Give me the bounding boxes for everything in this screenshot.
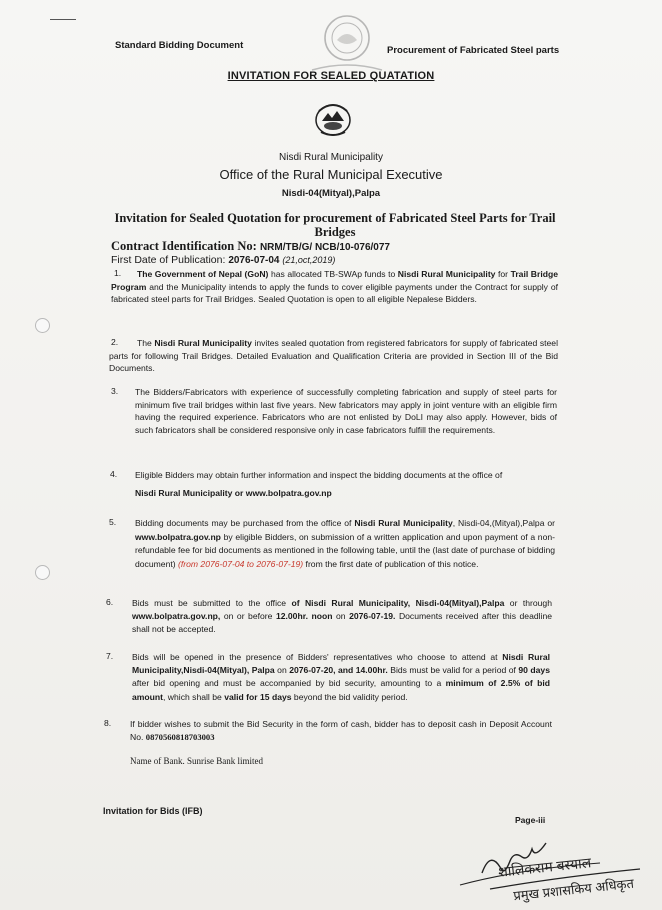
notice-title: Invitation for Sealed Quotation for procurement of Fabricated Steel Parts for Trail Bridges — [114, 211, 556, 239]
footer-left: Invitation for Bids (IFB) — [103, 806, 203, 816]
p7-bold-f: 90 days — [518, 665, 550, 676]
p1-text-d: for — [495, 269, 511, 279]
first-date-english: (21,oct,2019) — [282, 255, 336, 265]
bank-name: Name of Bank. Sunrise Bank limited — [130, 756, 263, 766]
p5-bold-d: www.bolpatra.gov.np — [135, 531, 221, 542]
paragraph-1 — [111, 268, 558, 306]
p6-bold-h: 2076-07-19. — [349, 611, 396, 622]
para-6-number: 6. — [106, 597, 114, 607]
binder-hole-bottom — [35, 565, 50, 580]
paragraph-2 — [109, 337, 558, 375]
p5-text-g: from the first date of publication of this notice. — [303, 558, 479, 569]
p7-bold-h: minimum of 2.5% of bid amount — [132, 678, 550, 702]
p6-text-i: Documents received after this deadline shall not be accepted. — [132, 611, 553, 635]
binder-hole-top — [35, 318, 50, 333]
p7-bold-j: valid for 15 days — [224, 691, 292, 702]
paragraph-4 — [135, 469, 557, 504]
header-left: Standard Bidding Document — [115, 40, 244, 51]
signatory-title: प्रमुख प्रशासकिय अधिकृत — [512, 875, 635, 904]
first-date-label: First Date of Publication: — [111, 254, 229, 266]
p6-text-e: on or before — [220, 611, 276, 622]
p6-bold-d: www.bolpatra.gov.np, — [132, 611, 221, 622]
first-date-value: 2076-07-04 — [228, 255, 280, 266]
para-7-number: 7. — [106, 651, 114, 661]
p5-text-e: by eligible Bidders, on submission of a written application and upon payment of a non-refundable fee for bid documents as mentioned in the following table, until the (last date of purchase of bidding document) — [135, 531, 555, 569]
p7-text-g: after bid opening and must be accompanied by bid security, amounting to a — [132, 678, 446, 689]
p4-bold-b: Nisdi Rural Municipality or www.bolpatra.gov.np — [135, 487, 332, 498]
p7-bold-b: Nisdi Rural Municipality,Nisdi-04(Mityal), Palpa — [132, 652, 550, 676]
p7-text-a: Bids will be opened in the presence of Bidders' representatives who choose to attend at — [132, 652, 503, 662]
office-address: Nisdi-04(Mityal),Palpa — [281, 188, 381, 199]
contract-id-label: Contract Identification No: — [111, 239, 260, 253]
municipality-name: Nisdi Rural Municipality — [279, 152, 383, 163]
para-5-number: 5. — [109, 517, 117, 527]
p5-text-a: Bidding documents may be purchased from the office of — [135, 518, 355, 528]
para-2-number: 2. — [111, 337, 119, 347]
p7-text-i: , which shall be — [163, 691, 225, 702]
paragraph-8 — [130, 718, 552, 744]
para-8-number: 8. — [104, 718, 112, 728]
p6-text-a: Bids must be submitted to the office — [132, 598, 292, 608]
p6-bold-b: of Nisdi Rural Municipality, Nisdi-04(Mityal),Palpa — [291, 598, 505, 608]
p1-text-f: and the Municipality intends to apply the funds to cover eligible payments under the Contract for supply of fabricated steel parts for Trail Bridges. Sealed Quotation is open to all eligible Nepalese Bidders. — [111, 281, 558, 305]
p6-text-c: or through — [504, 598, 552, 608]
p1-bold-e: Trail Bridge Program — [111, 269, 558, 292]
p2-text-a: The — [137, 338, 155, 348]
p5-date-range: (from 2076-07-04 to 2076-07-19) — [178, 558, 304, 569]
corner-mark — [50, 19, 76, 20]
p1-text-b: has allocated TB-SWAp funds to — [268, 269, 398, 279]
para-3-number: 3. — [111, 386, 119, 396]
p1-bold-a: The Government of Nepal (GoN) — [137, 269, 269, 279]
para-1-number: 1. — [114, 268, 122, 278]
p2-bold-b: Nisdi Rural Municipality — [154, 338, 252, 348]
p7-bold-d: 2076-07-20, and 14.00hr. — [289, 665, 388, 676]
contract-id — [111, 239, 390, 254]
page-title: INVITATION FOR SEALED QUATATION — [227, 70, 435, 82]
para-4-number: 4. — [110, 469, 118, 479]
paragraph-5 — [135, 517, 555, 571]
nepal-emblem-icon — [313, 101, 353, 137]
p4-text-a: Eligible Bidders may obtain further information and inspect the bidding documents at the office of — [135, 470, 503, 480]
paragraph-6 — [132, 597, 552, 637]
p2-text-c: invites sealed quotation from registered fabricators for supply of fabricated steel parts for following Trail Bridges. Detailed Evaluation and Qualification Criteria are provided in Section III of the Bid Documents. — [109, 338, 558, 374]
p5-text-c: , Nisdi-04,(Mityal),Palpa or — [452, 518, 555, 528]
p8-text-a: If bidder wishes to submit the Bid Security in the form of cash, bidder has to deposit cash in Deposit Account No. — [130, 719, 552, 743]
paragraph-3: The Bidders/Fabricators with experience of successfully completing fabrication and supply of steel parts for minimum five trail bridges within last five years. New fabricators may apply in joint venture with an eligible firm having the required experience. Fabricators who are not enlisted by DoLI may also apply. However, bids of such fabricators shall be considered responsive only in case fabricators fulfill the requirements. — [135, 387, 557, 435]
paragraph-7 — [132, 651, 550, 704]
p5-bold-b: Nisdi Rural Municipality — [354, 518, 453, 528]
office-name: Office of the Rural Municipal Executive — [219, 167, 443, 182]
p1-bold-c: Nisdi Rural Municipality — [397, 269, 496, 279]
p8-account-number: 0870560818703003 — [145, 732, 215, 743]
page-number: Page-iii — [515, 815, 546, 825]
contract-id-value: NRM/TB/G/ NCB/10-076/077 — [259, 242, 390, 253]
first-publication-date — [111, 254, 335, 266]
p6-text-g: on — [332, 611, 350, 622]
signatory-name: शालिकराम बस्याल — [497, 854, 592, 880]
p7-text-k: beyond the bid validity period. — [291, 691, 408, 702]
p7-text-e: Bids must be valid for a period of — [387, 665, 519, 676]
p6-bold-f: 12.00hr. noon — [275, 611, 333, 622]
p7-text-c: on — [274, 665, 290, 676]
header-right: Procurement of Fabricated Steel parts — [387, 45, 560, 56]
